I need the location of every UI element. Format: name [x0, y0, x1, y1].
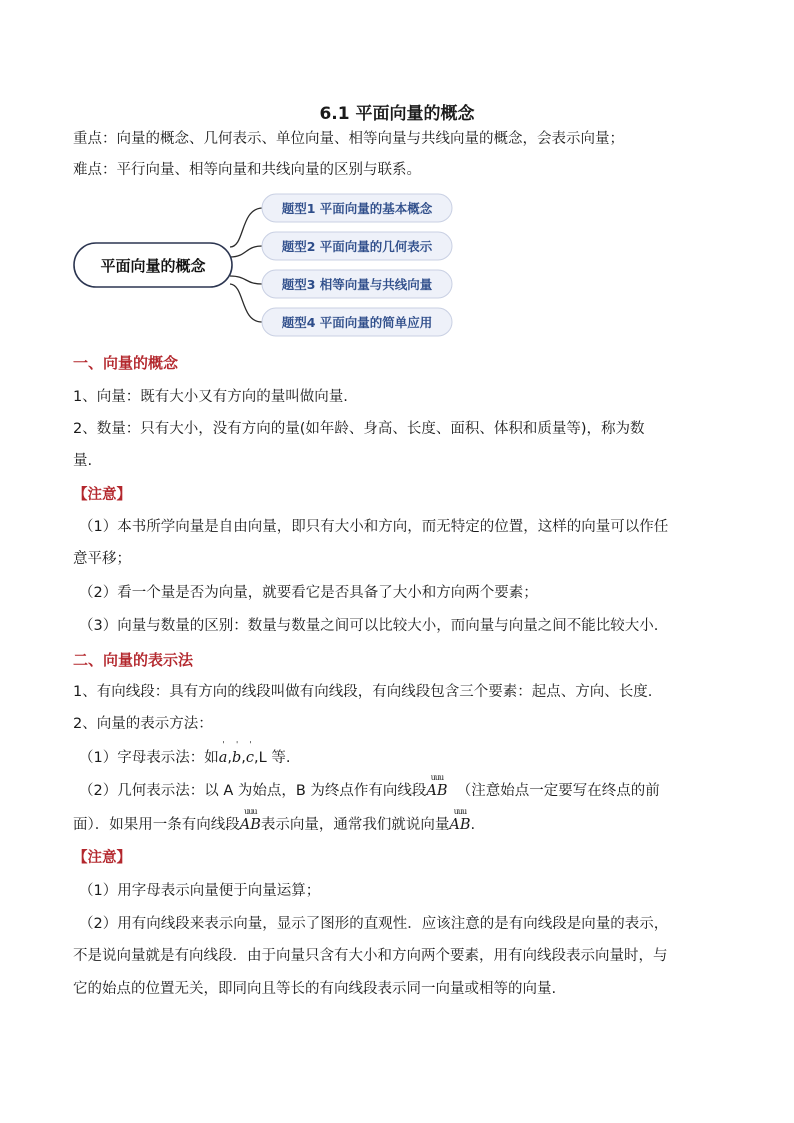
mind-map-branch-label: 题型1 平面向量的基本概念: [281, 201, 433, 216]
paragraph: 不是说向量就是有向线段．由于向量只含有大小和方向两个要素，用有向线段表示向量时，与: [73, 948, 668, 964]
paragraph: 2、数量：只有大小，没有方向的量(如年龄、身高、长度、面积、体积和质量等)，称为数: [73, 421, 645, 437]
mind-map-connectors: [230, 208, 262, 322]
paragraph: 1、有向线段：具有方向的线段叫做有向线段，有向线段包含三个要素：起点、方向、长度.: [73, 684, 653, 700]
paragraph: 1、向量：既有大小又有方向的量叫做向量.: [73, 389, 348, 405]
paragraph: 它的始点的位置无关，即同向且等长的有向线段表示同一向量或相等的向量.: [73, 981, 557, 997]
vector-ab: uuu AB: [449, 807, 471, 833]
mind-map-branch-label: 题型4 平面向量的简单应用: [281, 315, 433, 330]
paragraph-geometric-notation: （2）几何表示法：以 A 为始点，B 为终点作有向线段 uuu AB （注意始点一定要写在终点的前: [79, 773, 660, 799]
paragraph-geometric-notation-cont: 面）．如果用一条有向线段 uuu AB表示向量，通常我们就说向量 uuu AB.: [73, 807, 476, 833]
mind-map: [0, 0, 794, 360]
paragraph-letter-notation: （1）字母表示法：如 ' a, ' b, ' c,L 等.: [79, 740, 291, 766]
paragraph: （3）向量与数量的区别：数量与数量之间可以比较大小，而向量与向量之间不能比较大小.: [79, 618, 659, 634]
paragraph: 量.: [73, 453, 93, 469]
paragraph: （1）本书所学向量是自由向量，即只有大小和方向，而无特定的位置，这样的向量可以作任: [79, 519, 669, 535]
paragraph: （2）用有向线段来表示向量，显示了图形的直观性．应该注意的是有向线段是向量的表示，: [79, 916, 669, 932]
paragraph: （1）用字母表示向量便于向量运算；: [79, 883, 321, 899]
vector-ab: uuu AB: [239, 807, 261, 833]
mind-map-branch-label: 题型3 相等向量与共线向量: [281, 277, 433, 292]
paragraph: （2）看一个量是否为向量，就要看它是否具备了大小和方向两个要素；: [79, 585, 538, 601]
mind-map-center-label: 平面向量的概念: [100, 257, 206, 275]
vector-ab: uuu AB: [426, 773, 448, 799]
mind-map-branch-3: [262, 270, 452, 298]
paragraph: 2、向量的表示方法：: [73, 716, 213, 732]
paragraph: 意平移；: [73, 551, 131, 567]
page-title: 6.1 平面向量的概念: [319, 104, 475, 124]
vector-a: ' a: [218, 740, 228, 766]
section-heading: 一、向量的概念: [73, 354, 179, 372]
section-heading: 二、向量的表示法: [73, 651, 194, 669]
mind-map-branch-2: [262, 232, 452, 260]
mind-map-branch-4: [262, 308, 452, 336]
vector-b: ' b: [232, 740, 242, 766]
mind-map-branch-label: 题型2 平面向量的几何表示: [281, 239, 433, 254]
key-points: 重点：向量的概念、几何表示、单位向量、相等向量与共线向量的概念，会表示向量；: [73, 131, 624, 147]
note-label: 【注意】: [73, 487, 131, 503]
difficulties: 难点：平行向量、相等向量和共线向量的区别与联系。: [73, 162, 421, 178]
vector-c: ' c: [245, 740, 255, 766]
mind-map-branch-1: [262, 194, 452, 222]
mind-map-center: [74, 243, 232, 287]
note-label: 【注意】: [73, 850, 131, 866]
